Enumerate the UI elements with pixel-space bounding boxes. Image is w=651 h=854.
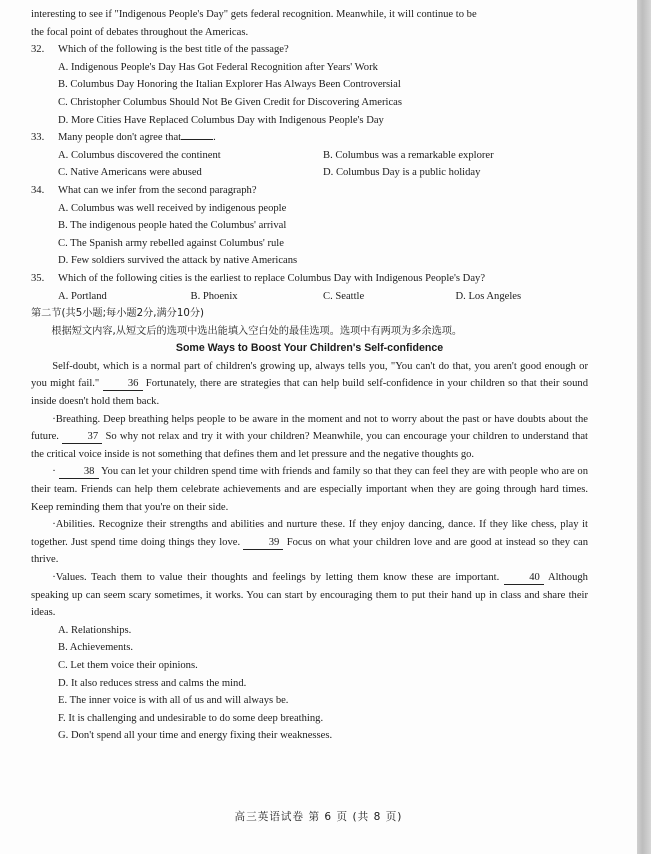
paragraph-text: You can let your children spend time with friends and family so that they can feel they are with people who are on their team. Friends can help them celebrate achievements and are especially important when they are going through hard times. Keep reminding them that you're on their side. [31,466,588,513]
option-32b: B. Columbus Day Honoring the Italian Explorer Has Always Been Controversial [58,79,401,91]
choice-c: C. Let them voice their opinions. [58,659,198,671]
question-stem: Which of the following cities is the earliest to replace Columbus Day with Indigenous People's Day? [58,272,486,284]
paragraph-text: Focus on what your children love and are good at instead so they can thrive. [31,536,588,566]
paragraph-text: ·Values. Teach them to value their thoughts and feelings by letting them know these are important. [52,572,500,583]
section-instruction: 根据短文内容,从短文后的选项中选出能填入空白处的最佳选项。选项中有两项为多余选项。 [51,325,463,337]
option-33d: D. Columbus Day is a public holiday [323,167,481,179]
question-33 [31,129,588,147]
question-34 [31,182,588,200]
choice-e: E. The inner voice is with all of us and will always be. [58,695,289,707]
option-32d: D. More Cities Have Replaced Columbus Day with Indigenous People's Day [58,114,384,126]
question-number: 34. [31,184,45,196]
answer-blank-36: 36 [103,378,143,391]
intro-line-1: interesting to see if "Indigenous People's Day" gets federal recognition. Meanwhile, it will continue to be [31,9,477,20]
question-32 [31,41,588,59]
question-number: 35. [31,272,45,284]
answer-blank-38: 38 [59,466,99,479]
paragraph-text: So why not relax and try it with your children? Meanwhile, you can encourage your children to understand that the critical voice inside is not something that defines them and let pressure and the negative thoughts go. [31,431,588,460]
option-34a: A. Columbus was well received by indigenous people [58,202,287,214]
paragraph-text: Self-doubt, which is a normal part of children's growing up, always tells you, "You can't do that, you aren't good enough or you might fail." [31,360,588,390]
question-stem: What can we infer from the second paragraph? [58,184,257,196]
passage-paragraph-1 [31,358,588,411]
paragraph-text: Although speaking up can seem scary sometimes, it works. You can start by encouraging them to put their hand up in class and share their ideas. [31,572,588,619]
choice-g: G. Don't spend all your time and energy fixing their weaknesses. [58,730,333,742]
choice-d: D. It also reduces stress and calms the mind. [58,677,247,689]
passage-paragraph-2 [31,411,588,464]
choice-b: B. Achievements. [58,642,134,654]
question-stem: Many people don't agree that [58,132,182,144]
passage-paragraph-3 [31,463,588,516]
option-35c: C. Seattle [323,290,365,302]
choice-f: F. It is challenging and undesirable to do some deep breathing. [58,712,324,724]
options-row-33ab [31,147,588,165]
section-heading: 第二节(共5小题;每小题2分,满分10分) [31,308,204,320]
bullet-dot: · [52,466,56,478]
option-34c: C. The Spanish army rebelled against Columbus' rule [58,237,284,249]
question-35 [31,270,588,288]
answer-blank-39: 39 [243,537,283,550]
option-34d: D. Few soldiers survived the attack by native Americans [58,255,298,267]
option-34b: B. The indigenous people hated the Columbus' arrival [58,220,287,232]
page-footer: 高三英语试卷 第 6 页 (共 8 页) [234,811,403,823]
option-33a: A. Columbus discovered the continent [58,149,221,161]
question-number: 32. [31,44,45,56]
answer-blank [181,129,213,140]
passage-paragraph-5 [31,569,588,622]
passage-title: Some Ways to Boost Your Children's Self-confidence [175,342,444,355]
option-35a: A. Portland [58,290,107,302]
choice-a: A. Relationships. [58,624,132,636]
page-content [31,6,588,745]
paragraph-text: Fortunately, there are strategies that can help build self-confidence in your children so that their sound inside doesn't hold them back. [31,378,588,408]
paragraph-text: ·Abilities. Recognize their strengths and abilities and nurture these. If they enjoy dancing, dance. If they like chess, play it together. Just spend time doing things they love. [31,519,588,548]
answer-blank-37: 37 [62,431,102,444]
question-number: 33. [31,132,45,144]
option-32a: A. Indigenous People's Day Has Got Federal Recognition after Years' Work [58,61,378,73]
page-edge-shadow [637,0,651,854]
answer-blank-40: 40 [504,572,544,585]
option-33c: C. Native Americans were abused [58,167,202,179]
options-row-33cd [31,164,588,182]
option-33b: B. Columbus was a remarkable explorer [323,149,494,161]
question-stem: Which of the following is the best title of the passage? [58,44,289,56]
question-stem-end: . [213,132,216,144]
paragraph-text: ·Breathing. Deep breathing helps people to be aware in the moment and not to worry about the past or have doubts about the future. [31,413,588,443]
option-35d: D. Los Angeles [455,290,522,302]
options-row-35 [31,288,588,306]
passage-paragraph-4 [31,516,588,569]
option-32c: C. Christopher Columbus Should Not Be Given Credit for Discovering Americas [58,96,402,108]
option-35b: B. Phoenix [190,290,238,302]
intro-line-2: the focal point of debates throughout the Americas. [31,26,249,38]
